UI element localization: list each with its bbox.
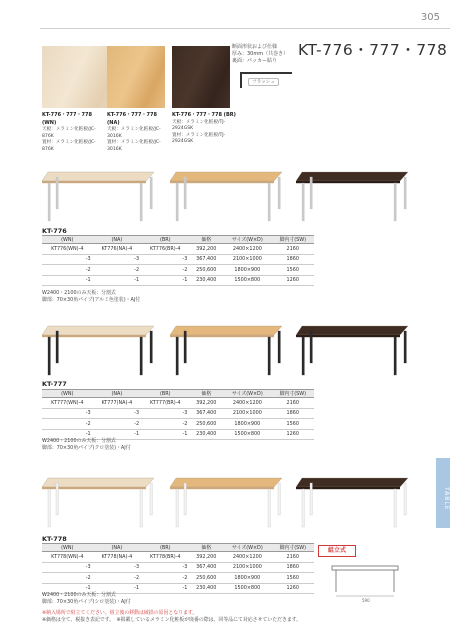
table-leg <box>150 177 152 209</box>
table-edge <box>42 335 146 337</box>
table-leg <box>278 331 280 363</box>
spec-table-777: (WN) (NA) (BR) 価格 サイズ(W×D) 脚内寸(SW) KT777(WN)-4 KT777(NA)-4 KT777(BR)-4 392,200 2400×1200 2160 -3 -3 -3 367,400 2100×1000 1860 -2 -2 -2 250,600 1800×900 1560 -1 -1 -1 230,400 1500×800 1260 <box>42 389 314 440</box>
assembly-badge: 組立式 <box>318 545 356 557</box>
swatch-caption-br: KT-776・777・778 (BR) 天板：メラミン化粧板/TJ-2924GSK 置材：メラミン化粧板/TJ-2924GSK <box>172 112 236 144</box>
table-leg <box>140 337 142 375</box>
table-edge <box>296 487 400 489</box>
section-title-778: KT-778 <box>42 535 67 543</box>
table-top <box>170 172 282 181</box>
table-top <box>170 478 282 487</box>
table-edge <box>170 335 274 337</box>
side-tab-table[interactable]: TABLE <box>436 458 450 528</box>
table-leg <box>404 331 406 363</box>
table-leg <box>48 337 50 375</box>
table-row: -3 -3 -3 367,400 2100×1000 1860 <box>42 254 314 265</box>
table-leg <box>184 483 186 515</box>
footer-note: ※価格は全て、税抜き表記です。 ※掲載しているメラミン化粧板が廃番の際は、同等品にて対応させていただきます。 <box>42 617 302 623</box>
spec-table-778: (WN) (NA) (BR) 価格 サイズ(W×D) 脚内寸(SW) KT778(WN)-4 KT778(NA)-4 KT778(BR)-4 392,200 2400×1200 2160 -3 -3 -3 367,400 2100×1000 1860 -2 -2 -2 250,600 1800×900 1560 -1 -1 -1 230,400 1500×800 1260 <box>42 543 314 594</box>
note-777: W2400・2100のみ天板：分割式 脚部：70×30角パイプ(クロ塗装)・AJ付 <box>42 438 131 451</box>
table-edge <box>296 335 400 337</box>
table-leg <box>56 177 58 209</box>
table-leg <box>56 483 58 515</box>
note-778: W2400・2100のみ天板：分割式 脚部：70×30角パイプ(シロ塗装)・AJ付 <box>42 592 131 605</box>
section-title-776: KT-776 <box>42 227 67 235</box>
table-row: KT776(WN)-4 KT776(NA)-4 KT776(BR)-4 392,200 2400×1200 2160 <box>42 244 314 255</box>
table-row: -3 -3 -3 367,400 2100×1000 1860 <box>42 408 314 419</box>
table-leg <box>176 337 178 375</box>
footer-red-note: ※納入場所で組立てください。組立後の移動は破損の原因となります。 <box>42 610 198 616</box>
table-leg <box>176 183 178 221</box>
table-leg <box>310 483 312 515</box>
edge-spec: 断面形状および仕様 厚み：30mm（共巻き） 裏面：パッカー貼り <box>232 44 289 64</box>
table-leg <box>150 331 152 363</box>
table-leg <box>278 177 280 209</box>
table-leg <box>394 337 396 375</box>
table-row: -2 -2 -2 250,600 1800×900 1560 <box>42 419 314 430</box>
table-leg <box>140 183 142 221</box>
swatch-br <box>172 46 230 108</box>
swatch-caption-wn: KT-776・777・778 (WN) 天板：メラミン化粧板/JC-876K 置材：メラミン化粧板/JC-876K <box>42 112 96 152</box>
edge-diagram <box>240 68 292 90</box>
edge-label: フラッシュ <box>248 78 279 86</box>
header-rule <box>40 28 450 29</box>
table-top <box>42 478 154 487</box>
table-edge <box>42 487 146 489</box>
drawing-dimension: 590 <box>362 598 370 603</box>
swatch-caption-na: KT-776・777・778 (NA) 天板：メラミン化粧板/JC-3016K 置材：メラミン化粧板/JC-3016K <box>107 112 161 152</box>
table-leg <box>302 183 304 221</box>
table-edge <box>170 181 274 183</box>
table-leg <box>184 331 186 363</box>
table-row: -2 -2 -2 250,600 1800×900 1560 <box>42 573 314 584</box>
table-leg <box>176 489 178 527</box>
table-row: -1 -1 -1 230,400 1500×800 1260 <box>42 583 314 594</box>
table-leg <box>302 337 304 375</box>
table-leg <box>394 489 396 527</box>
spec-table-776: (WN) (NA) (BR) 価格 サイズ(W×D) 脚内寸(SW) KT776(WN)-4 KT776(NA)-4 KT776(BR)-4 392,200 2400×1200 2160 -3 -3 -3 367,400 2100×1000 1860 -2 -2 -2 250,600 1800×900 1560 -1 -1 -1 230,400 1500×800 1260 <box>42 235 314 286</box>
table-leg <box>48 183 50 221</box>
table-row: -3 -3 -3 367,400 2100×1000 1860 <box>42 562 314 573</box>
table-edge <box>170 487 274 489</box>
table-edge <box>296 181 400 183</box>
table-leg <box>278 483 280 515</box>
page-title: KT-776・777・778 <box>298 41 448 59</box>
table-leg <box>302 489 304 527</box>
section-title-777: KT-777 <box>42 380 67 388</box>
page-number: 305 <box>420 12 440 23</box>
table-row: -1 -1 -1 230,400 1500×800 1260 <box>42 275 314 286</box>
table-leg <box>184 177 186 209</box>
table-top <box>170 326 282 335</box>
table-leg <box>268 489 270 527</box>
table-leg <box>394 183 396 221</box>
table-row: -1 -1 -1 230,400 1500×800 1260 <box>42 429 314 440</box>
table-edge <box>42 181 146 183</box>
table-leg <box>150 483 152 515</box>
table-top <box>296 326 408 335</box>
table-leg <box>56 331 58 363</box>
swatch-na <box>107 46 165 108</box>
table-row: -2 -2 -2 250,600 1800×900 1560 <box>42 265 314 276</box>
table-leg <box>268 183 270 221</box>
table-leg <box>310 331 312 363</box>
assembly-drawing <box>318 560 410 604</box>
table-top <box>296 172 408 181</box>
table-leg <box>404 177 406 209</box>
table-leg <box>404 483 406 515</box>
table-top <box>296 478 408 487</box>
table-row: KT778(WN)-4 KT778(NA)-4 KT778(BR)-4 392,200 2400×1200 2160 <box>42 552 314 563</box>
table-leg <box>310 177 312 209</box>
table-row: KT777(WN)-4 KT777(NA)-4 KT777(BR)-4 392,200 2400×1200 2160 <box>42 398 314 409</box>
table-top <box>42 172 154 181</box>
table-top <box>42 326 154 335</box>
table-leg <box>268 337 270 375</box>
table-leg <box>48 489 50 527</box>
table-leg <box>140 489 142 527</box>
note-776: W2400・2100のみ天板：分割式 脚部：70×30角パイプ(アルミ色塗装)・AJ付 <box>42 290 141 303</box>
